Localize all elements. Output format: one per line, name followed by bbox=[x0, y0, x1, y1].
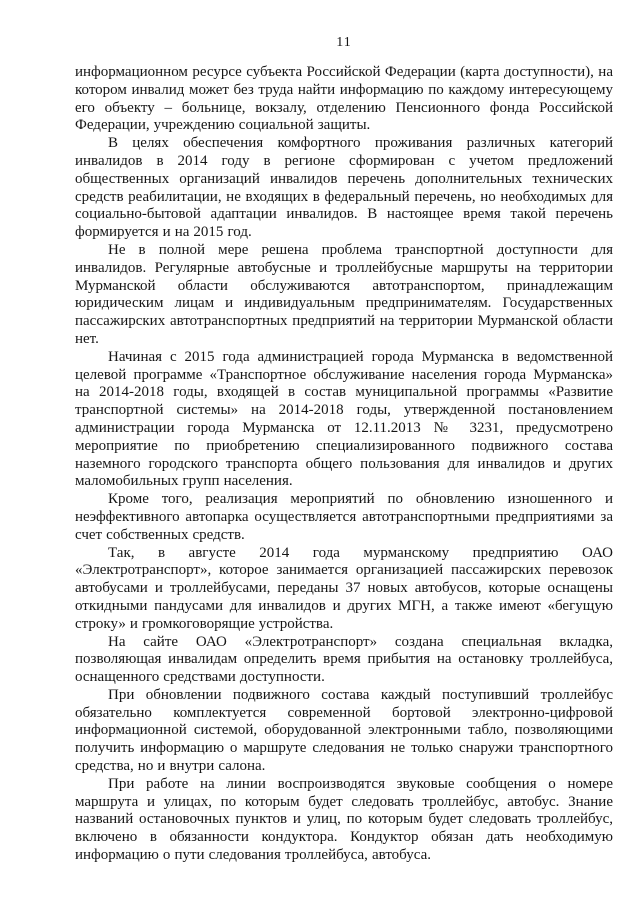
page-number: 11 bbox=[336, 35, 352, 50]
paragraph-2: В целях обеспечения комфортного проживания различных категорий инвалидов в 2014 году в регионе сформирован с учетом предложений общественных организаций инвалидов перечень дополнительных технических средств реабилитации, не входящих в федеральный перечень, но необходимых для социально-бытовой адаптации инвалидов. В настоящее время такой перечень формируется и на 2015 год. bbox=[75, 135, 613, 241]
paragraph-7: На сайте ОАО «Электротранспорт» создана специальная вкладка, позволяющая инвалидам определить время прибытия на остановку троллейбуса, оснащенного средствами доступности. bbox=[75, 633, 613, 686]
document-body bbox=[75, 64, 613, 865]
paragraph-8: При обновлении подвижного состава каждый поступивший троллейбус обязательно комплектуется современной бортовой электронно-цифровой информационной системой, оборудованной электронными табло, позволяющими получить информацию о маршруте следования не только снаружи транспортного средства, но и внутри салона. bbox=[75, 686, 613, 775]
paragraph-6: Так, в августе 2014 года мурманскому предприятию ОАО «Электротранспорт», которое занимается организацией пассажирских перевозок автобусами и троллейбусами, переданы 37 новых автобусов, которые оснащены откидными пандусами для инвалидов и других МГН, а также имеют «бегущую строку» и громкоговорящие устройства. bbox=[75, 544, 613, 632]
paragraph-9: При работе на линии воспроизводятся звуковые сообщения о номере маршрута и улицах, по которым будет следовать троллейбус, автобус. Знание названий остановочных пунктов и улиц, по которым будет следовать троллейбус, включено в обязанности кондуктора. Кондуктор обязан дать необходимую информацию о пути следования троллейбуса, автобуса. bbox=[75, 775, 613, 864]
paragraph-3: Не в полной мере решена проблема транспортной доступности для инвалидов. Регулярные автобусные и троллейбусные маршруты на территории Мурманской области обслуживаются автотранспортом, принадлежащим юридическим лицам и индивидуальным предпринимателям. Государственных пассажирских автотранспортных предприятий на территории Мурманской области нет. bbox=[75, 241, 613, 347]
paragraph-4: Начиная с 2015 года администрацией города Мурманска в ведомственной целевой программе «Транспортное обслуживание населения города Мурманска» на 2014-2018 годы, входящей в состав муниципальной программы «Развитие транспортной системы» на 2014-2018 годы, утвержденной постановлением администрации города Мурманска от 12.11.2013 № 3231, предусмотрено мероприятие по приобретению специализированного подвижного состава наземного городского транспорта общего пользования для инвалидов и других маломобильных групп населения. bbox=[75, 348, 613, 490]
paragraph-5: Кроме того, реализация мероприятий по обновлению изношенного и неэффективного автопарка осуществляется автотранспортными предприятиями за счет собственных средств. bbox=[75, 491, 613, 543]
paragraph-1: информационном ресурсе субъекта Российской Федерации (карта доступности), на котором инвалид может без труда найти информацию по каждому интересующему его объекту – больнице, вокзалу, отделению Пенсионного фонда Российской Федерации, учреждению социальной защиты. bbox=[75, 64, 613, 134]
